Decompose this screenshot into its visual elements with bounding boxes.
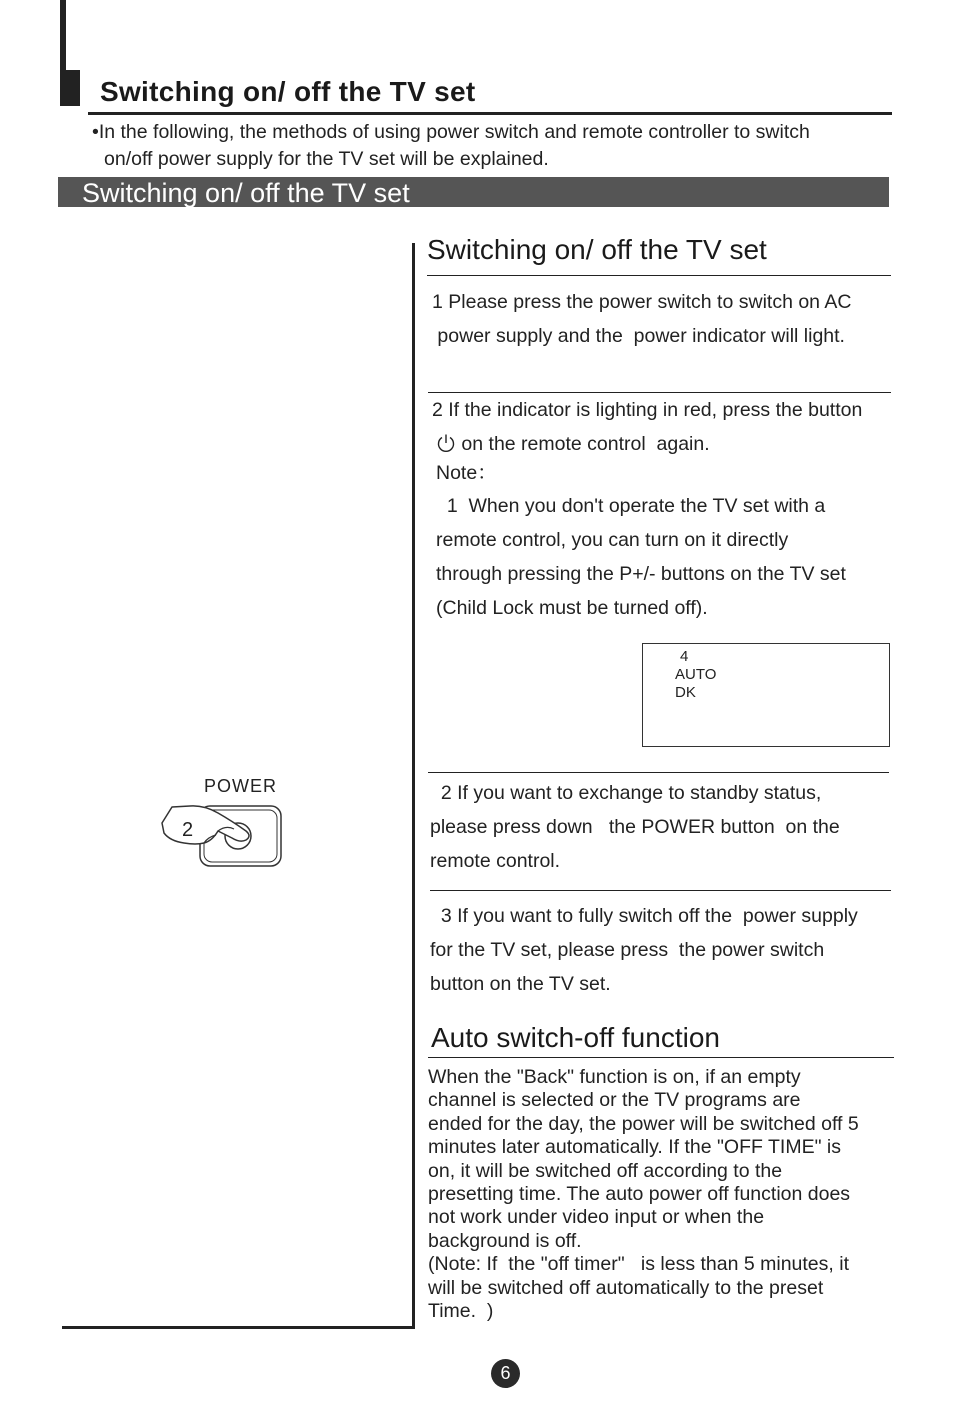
step-divider-2 bbox=[428, 772, 889, 773]
auto-off-line-10: will be switched off automatically to the preset bbox=[428, 1276, 824, 1299]
auto-off-title-rule bbox=[428, 1057, 894, 1058]
step-2-line-2-wrap bbox=[436, 431, 710, 457]
auto-off-line-5: on, it will be switched off according to the bbox=[428, 1159, 783, 1182]
title-rule bbox=[88, 112, 892, 115]
note-line-3: through pressing the P+/- buttons on the TV set bbox=[436, 563, 846, 585]
auto-off-line-7: not work under video input or when the bbox=[428, 1206, 765, 1229]
auto-off-line-3: ended for the day, the power will be switched off 5 bbox=[428, 1112, 859, 1135]
corner-block bbox=[60, 70, 80, 106]
standby-line-1: 2 If you want to exchange to standby status, bbox=[430, 782, 822, 804]
auto-off-line-11: Time. ) bbox=[428, 1300, 494, 1323]
step-1-line-1: 1 Please press the power switch to switch on AC bbox=[432, 291, 852, 313]
step-divider-1 bbox=[428, 392, 891, 393]
note-line-1: 1 When you don't operate the TV set with a bbox=[436, 495, 826, 517]
page-title: Switching on/ off the TV set bbox=[100, 76, 476, 107]
bottom-rule bbox=[62, 1326, 415, 1329]
intro-line-2: on/off power supply for the TV set will be explained. bbox=[104, 148, 549, 170]
remote-power-button-illustration bbox=[160, 803, 286, 874]
osd-channel: 4 bbox=[680, 648, 689, 665]
step-divider-3 bbox=[430, 890, 891, 891]
switch-off-paragraph bbox=[430, 899, 858, 1001]
auto-off-line-2: channel is selected or the TV programs are bbox=[428, 1089, 801, 1112]
note-label: Note： bbox=[436, 462, 497, 484]
osd-system: DK bbox=[675, 684, 696, 701]
osd-mode: AUTO bbox=[675, 666, 717, 683]
switch-off-line-2: for the TV set, please press the power switch bbox=[430, 939, 825, 961]
power-label: POWER bbox=[204, 776, 278, 796]
standby-power-icon bbox=[436, 433, 456, 453]
step-1-line-2: power supply and the power indicator will light. bbox=[432, 325, 845, 347]
auto-off-line-9: (Note: If the "off timer" is less than 5 minutes, it bbox=[428, 1253, 849, 1276]
section-title-rule bbox=[427, 275, 891, 276]
section-title-auto-off: Auto switch-off function bbox=[431, 1022, 720, 1053]
page-number-badge: 6 bbox=[491, 1359, 520, 1388]
standby-line-2: please press down the POWER button on the bbox=[430, 816, 840, 838]
switch-off-line-1: 3 If you want to fully switch off the power supply bbox=[430, 905, 858, 927]
auto-off-line-4: minutes later automatically. If the "OFF TIME" is bbox=[428, 1136, 841, 1159]
callout-number: 2 bbox=[182, 819, 194, 841]
intro-line-1: In the following, the methods of using power switch and remote controller to switch bbox=[98, 121, 810, 143]
note-line-2: remote control, you can turn on it directly bbox=[436, 529, 789, 551]
standby-paragraph bbox=[430, 776, 840, 878]
step-2-line-2: on the remote control again. bbox=[456, 433, 710, 455]
auto-off-line-1: When the "Back" function is on, if an empty bbox=[428, 1066, 801, 1088]
auto-off-paragraph bbox=[428, 1066, 903, 1323]
section-band-title: Switching on/ off the TV set bbox=[82, 178, 410, 208]
step-2-line-1: 2 If the indicator is lighting in red, press the button bbox=[432, 399, 863, 421]
note-line-4: (Child Lock must be turned off). bbox=[436, 597, 708, 619]
intro-paragraph bbox=[92, 119, 902, 173]
note-paragraph bbox=[436, 489, 846, 625]
column-divider bbox=[412, 243, 415, 1329]
section-title-switching: Switching on/ off the TV set bbox=[427, 234, 767, 265]
auto-off-line-8: background is off. bbox=[428, 1229, 582, 1252]
switch-off-line-3: button on the TV set. bbox=[430, 973, 611, 995]
auto-off-line-6: presetting time. The auto power off function does bbox=[428, 1183, 851, 1206]
bullet: • bbox=[92, 121, 99, 143]
osd-screen-box bbox=[642, 643, 890, 747]
step-1 bbox=[432, 285, 851, 353]
standby-line-3: remote control. bbox=[430, 850, 561, 872]
